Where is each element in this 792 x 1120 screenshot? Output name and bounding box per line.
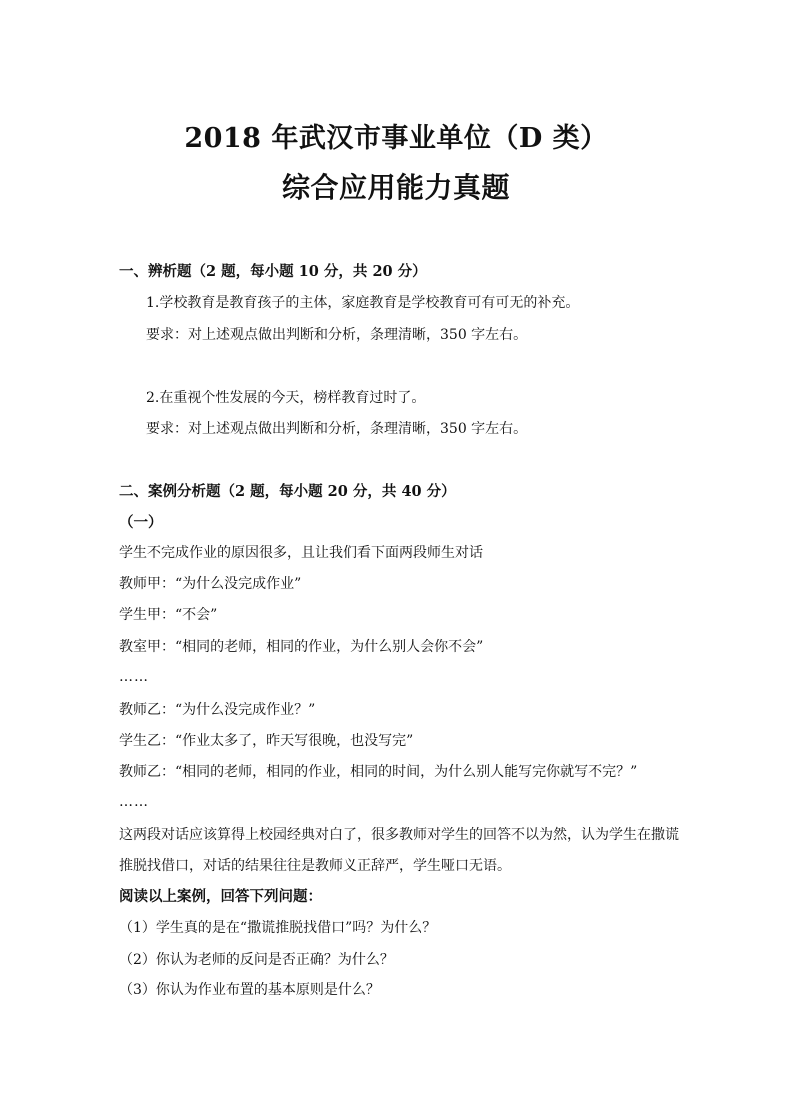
dialogue-line: 教师乙：“相同的老师，相同的作业，相同的时间，为什么别人能写完你就写不完？” [119,764,638,780]
case-intro: 学生不完成作业的原因很多，且让我们看下面两段师生对话 [119,545,483,561]
question-item: （1）学生真的是在“撒谎推脱找借口”吗？为什么？ [119,920,437,936]
document-title-line2: 综合应用能力真题 [281,171,510,204]
section1-question2-requirement: 要求：对上述观点做出判断和分析，条理清晰，350 字左右。 [146,421,528,437]
dialogue-line: 教师乙：“为什么没完成作业？” [119,702,316,718]
section1-question1: 1.学校教育是教育孩子的主体，家庭教育是学校教育可有可无的补充。 [146,295,580,311]
dialogue-line: 教师甲：“为什么没完成作业” [119,576,302,592]
section2-subheading: （一） [119,514,163,531]
section2-heading: 二、案例分析题（2 题，每小题 20 分，共 40 分） [119,483,456,500]
dialogue-line: 学生乙：“作业太多了，昨天写很晚，也没写完” [119,733,414,749]
dialogue-line: 教室甲：“相同的老师，相同的作业，为什么别人会你不会” [119,639,484,655]
question-item: （3）你认为作业布置的基本原则是什么？ [119,982,380,998]
section1-question1-requirement: 要求：对上述观点做出判断和分析，条理清晰，350 字左右。 [146,327,528,343]
case-paragraph-line2: 推脱找借口，对话的结果往往是教师义正辞严，学生哑口无语。 [119,858,511,874]
question-item: （2）你认为老师的反问是否正确？为什么？ [119,952,394,968]
section1-heading: 一、辨析题（2 题，每小题 10 分，共 20 分） [119,263,427,280]
dialogue-line: 学生甲：“不会” [119,607,218,623]
ellipsis: …… [119,794,149,810]
document-title-line1: 2018 年武汉市事业单位（D 类） [184,123,608,154]
case-paragraph-line1: 这两段对话应该算得上校园经典对白了，很多教师对学生的回答不以为然，认为学生在撒谎 [119,827,679,843]
ellipsis: …… [119,669,149,685]
questions-prompt: 阅读以上案例，回答下列问题： [119,888,322,905]
section1-question2: 2.在重视个性发展的今天，榜样教育过时了。 [146,390,426,406]
